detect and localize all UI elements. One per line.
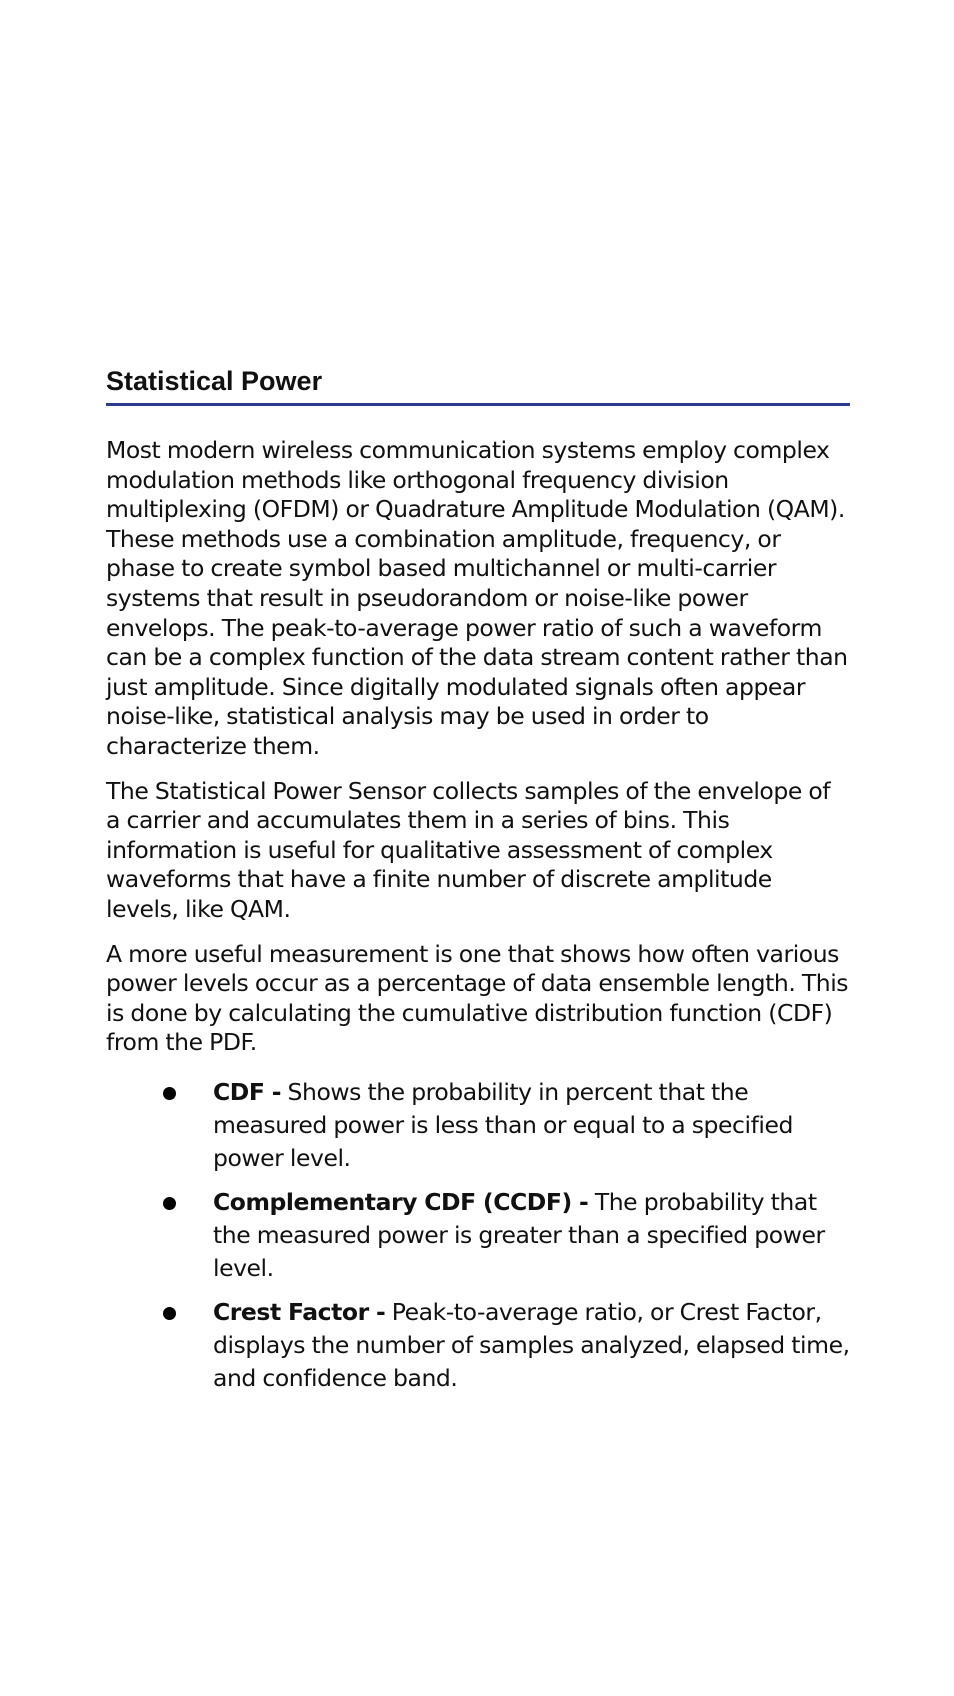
bullet-text: Shows the probability in percent that the measured power is less than or equal to a specified power level. xyxy=(213,1077,793,1172)
bullet-item-ccdf xyxy=(106,1186,850,1285)
bullet-dot-icon xyxy=(163,1307,176,1320)
bullet-item-cdf xyxy=(106,1076,850,1175)
bullet-dot-icon xyxy=(163,1087,176,1100)
bullet-term: Complementary CDF (CCDF) - xyxy=(213,1187,589,1216)
bullet-item-crest-factor xyxy=(106,1296,850,1395)
paragraph-cdf: A more useful measurement is one that shows how often various power levels occur as a percentage of data ensemble length. This is done by calculating the cumulative distribution function (CDF) from the PDF. xyxy=(106,939,849,1057)
bullet-text: Peak-to-average ratio, or Crest Factor, displays the number of samples analyzed, elapsed time, and confidence band. xyxy=(213,1297,850,1392)
section-title: Statistical Power xyxy=(106,366,323,396)
bullet-term: CDF - xyxy=(213,1077,281,1106)
paragraph-intro: Most modern wireless communication systems employ complex modulation methods like orthogonal frequency division multiplexing (OFDM) or Quadrature Amplitude Modulation (QAM). These methods use a combination amplitude, frequency, or phase to create symbol based multichannel or multi-carrier systems that result in pseudorandom or noise-like power envelops. The peak-to-average power ratio of such a waveform can be a complex function of the data stream content rather than just amplitude. Since digitally modulated signals often appear noise-like, statistical analysis may be used in order to characterize them. xyxy=(106,436,848,760)
paragraph-sensor: The Statistical Power Sensor collects samples of the envelope of a carrier and accumulates them in a series of bins. This information is useful for qualitative assessment of complex waveforms that have a finite number of discrete amplitude levels, like QAM. xyxy=(106,776,831,923)
bullet-list xyxy=(106,1076,850,1395)
bullet-dot-icon xyxy=(163,1197,176,1210)
bullet-text: The probability that the measured power is greater than a specified power level. xyxy=(213,1187,825,1282)
bullet-term: Crest Factor - xyxy=(213,1297,386,1326)
title-rule xyxy=(106,403,850,406)
document-page xyxy=(106,363,850,1406)
